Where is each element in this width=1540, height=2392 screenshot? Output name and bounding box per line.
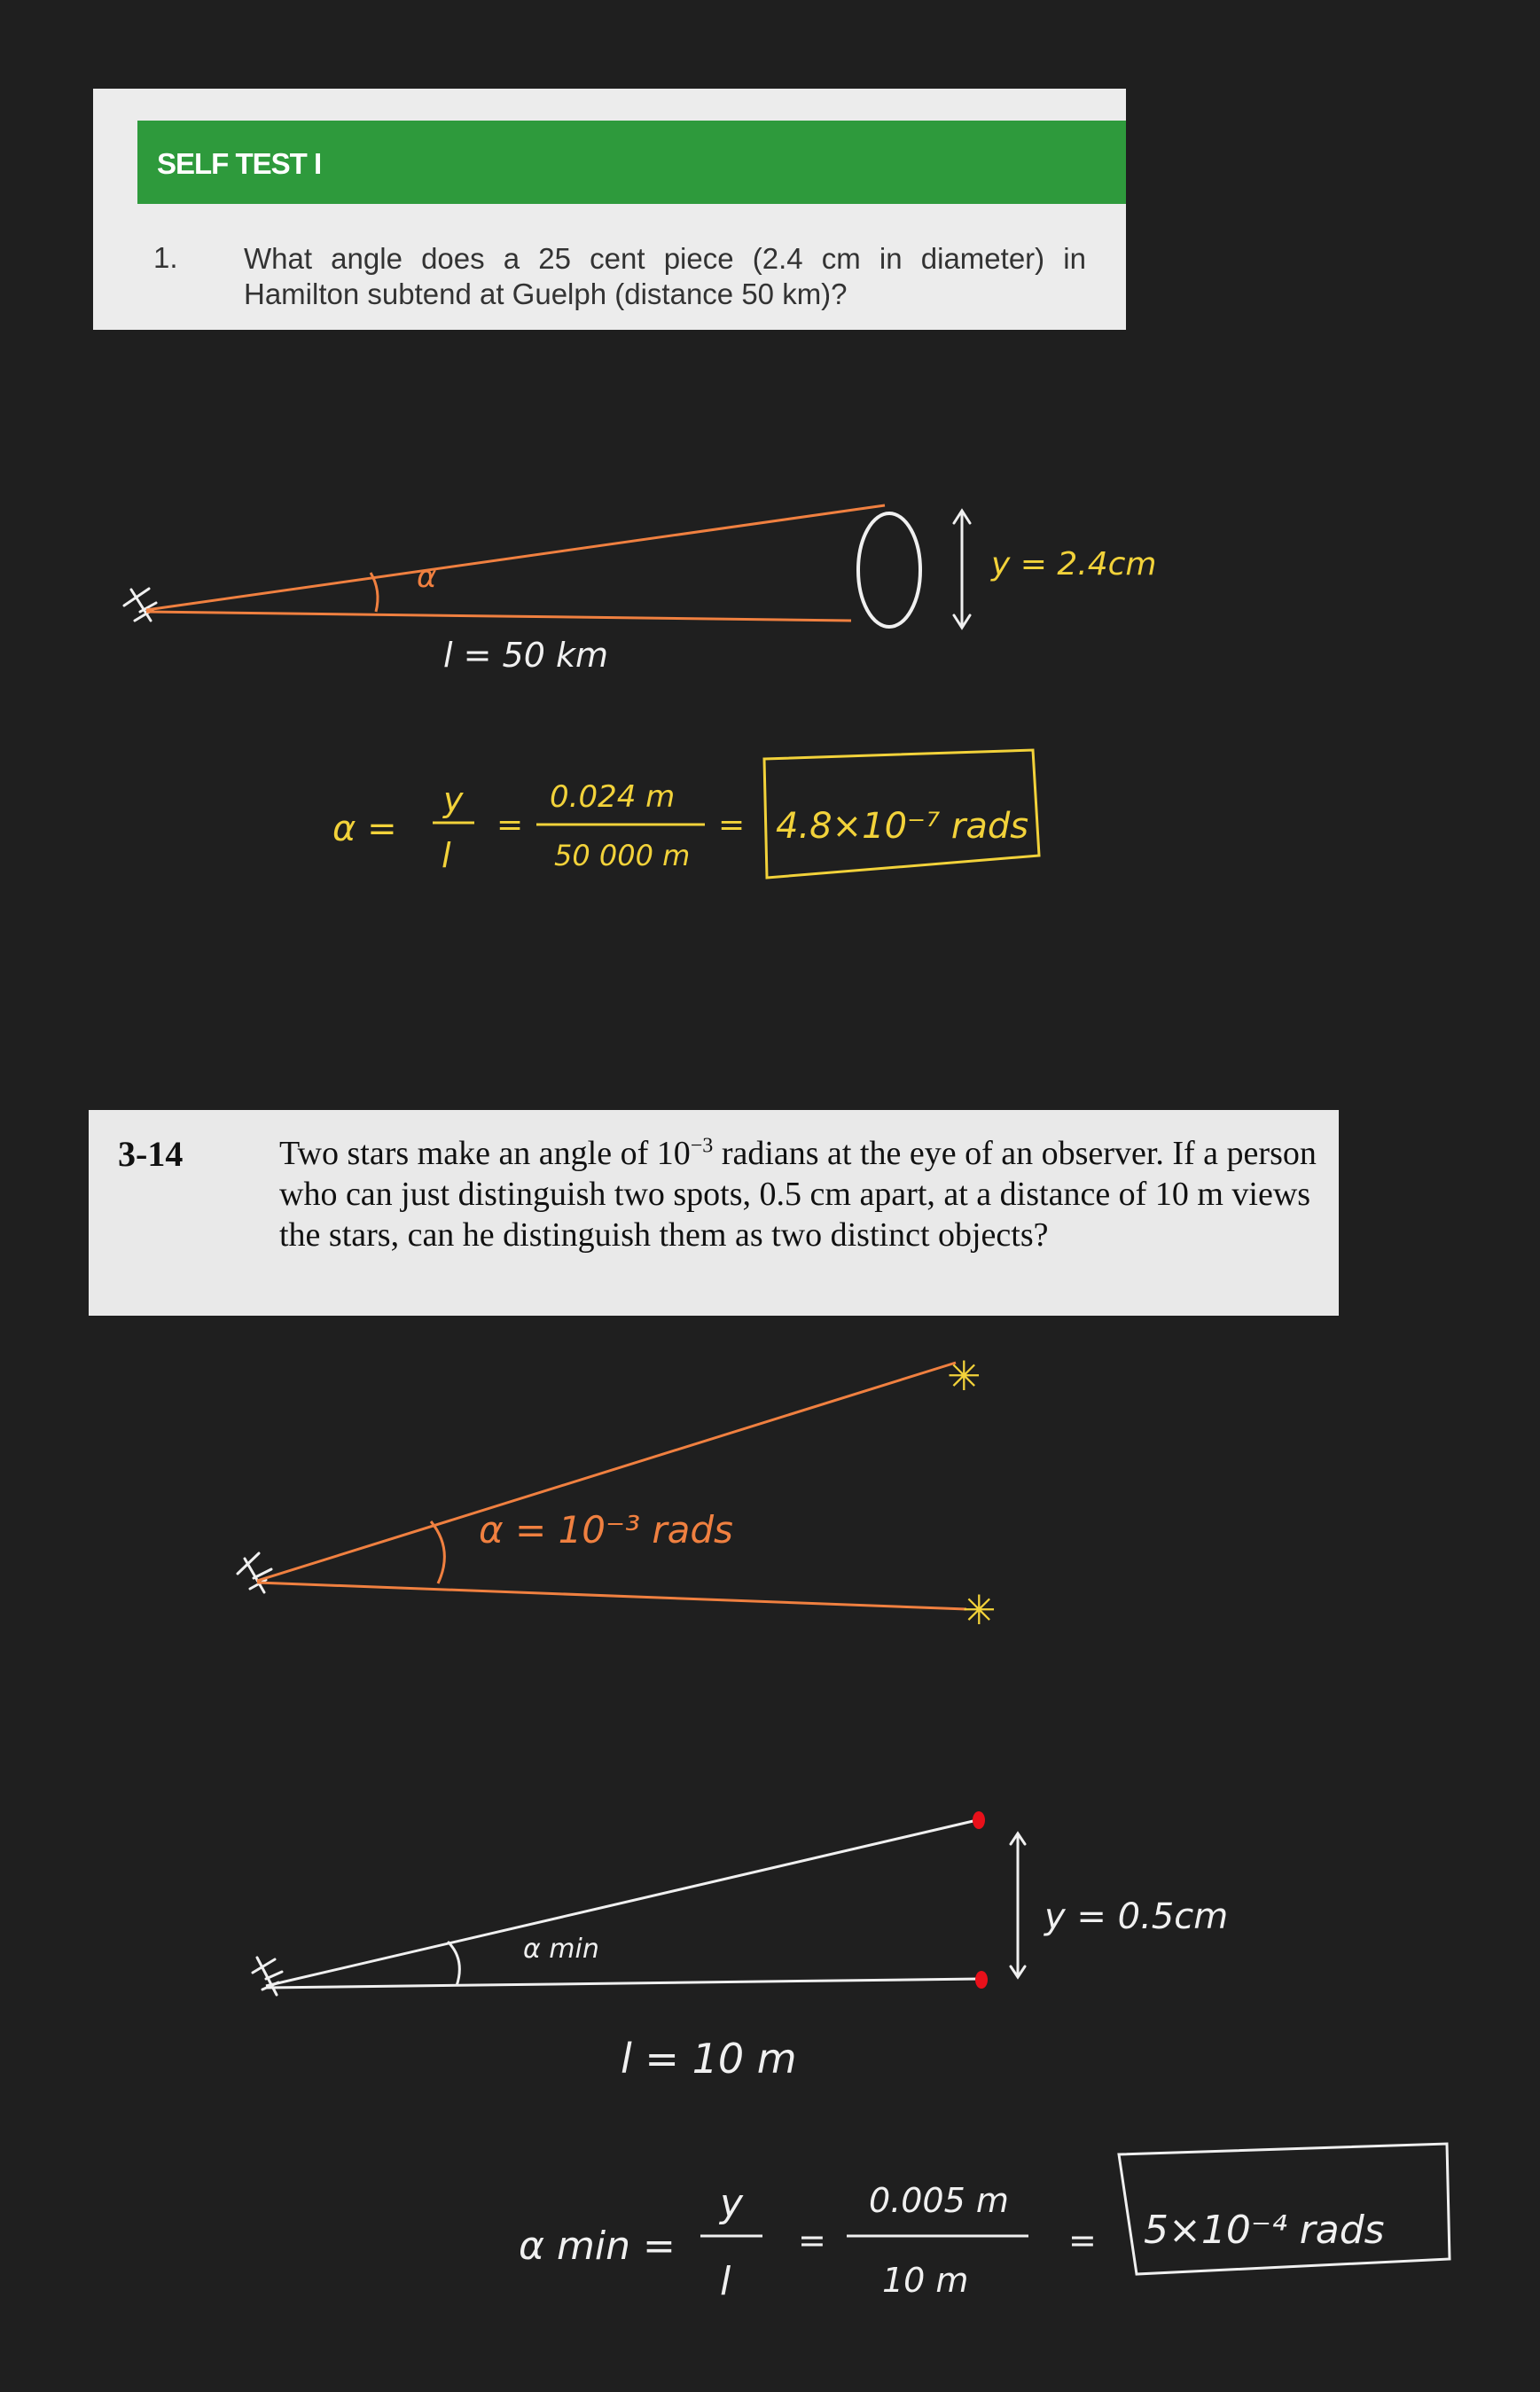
problem-number: 3-14 <box>118 1134 184 1174</box>
sightline-bottom <box>146 612 851 621</box>
self-test-title: SELF TEST I <box>157 147 322 180</box>
answer-3: 5×10⁻⁴ rads <box>1144 2208 1385 2253</box>
alpha-min-label: α min <box>523 1934 599 1965</box>
red-dot-top <box>973 1811 985 1829</box>
eq1-lhs: α = <box>332 809 397 849</box>
problem-text-exponent: −3 <box>690 1134 714 1158</box>
answer-1: 4.8×10⁻⁷ rads <box>776 806 1029 847</box>
size-label: y = 2.4cm <box>991 546 1157 582</box>
eq3-frac1-num: y <box>720 2181 744 2226</box>
sightline-top <box>146 505 885 610</box>
coin-shape <box>858 513 920 627</box>
diagram-2 <box>238 1352 997 1634</box>
eq1-equals3: = <box>718 807 746 843</box>
problem-text-part2: radians at the eye of an observer. If a person who can just distinguish two spots, 0.5 cm apart, at a distance of 10 m views the stars, can he distinguish them as two distinct objects? <box>279 1135 1317 1254</box>
eq3-equals2: = <box>798 2221 826 2260</box>
diagram-1 <box>124 505 1156 675</box>
eq3-frac2-num: 0.005 m <box>869 2181 1009 2220</box>
alpha-label: α <box>417 559 437 595</box>
red-dot-bottom <box>975 1971 988 1989</box>
eq1-frac1-den: l <box>442 836 451 875</box>
eq3-equals3: = <box>1068 2221 1097 2260</box>
size-arrow <box>954 511 970 628</box>
spot-size-label: y = 0.5cm <box>1044 1896 1229 1937</box>
equation-3 <box>519 2144 1450 2304</box>
star-angle-label: α = 10⁻³ rads <box>479 1508 733 1552</box>
star-angle-arc <box>431 1521 444 1583</box>
eye-icon <box>124 589 156 621</box>
eq1-frac1-num: y <box>443 780 464 819</box>
eq3-lhs: α min = <box>519 2224 676 2269</box>
problem-text-part1: Two stars make an angle of 10 <box>279 1135 691 1172</box>
eye-icon <box>253 1958 282 1995</box>
eye-icon <box>238 1553 271 1592</box>
eq3-frac1-den: l <box>720 2259 731 2304</box>
spot-angle-arc <box>448 1942 459 1986</box>
star-icon-bottom: ✳ <box>962 1586 997 1634</box>
size-arrow <box>1011 1833 1025 1977</box>
spot-line-top <box>266 1820 977 1986</box>
star-line-bottom <box>257 1583 966 1609</box>
distance-label: l = 50 km <box>443 636 609 675</box>
question-number: 1. <box>153 241 178 274</box>
eq3-frac2-den: 10 m <box>882 2261 969 2300</box>
eq1-frac2-num: 0.024 m <box>550 779 676 815</box>
diagram-3 <box>253 1811 1228 2083</box>
eq1-frac2-den: 50 000 m <box>554 839 691 872</box>
spot-line-bottom <box>266 1979 980 1988</box>
equation-1 <box>332 750 1039 878</box>
question-text: What angle does a 25 cent piece (2.4 cm in diameter) in Hamilton subtend at Guelph (distance 50 km)? <box>244 242 1086 310</box>
spot-distance-label: l = 10 m <box>621 2035 797 2083</box>
star-icon-top: ✳ <box>947 1352 981 1400</box>
eq1-equals2: = <box>496 807 524 843</box>
